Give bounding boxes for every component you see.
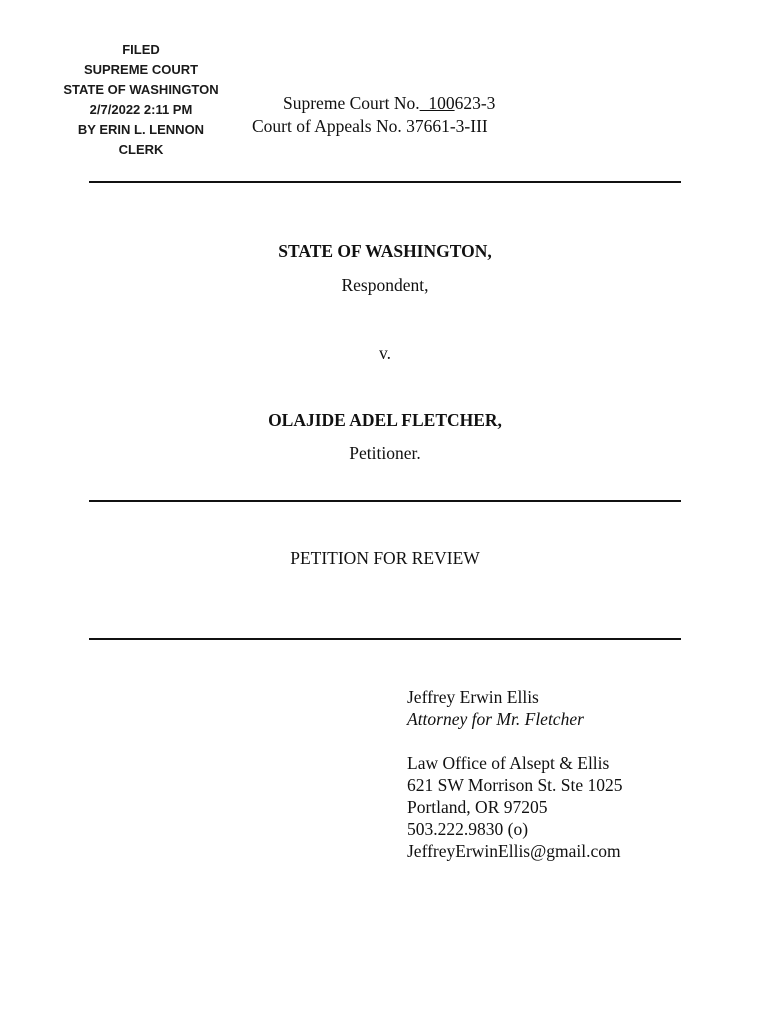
attorney-role: Attorney for Mr. Fletcher [407, 709, 584, 729]
petitioner-name: OLAJIDE ADEL FLETCHER, [268, 410, 502, 430]
supreme-court-number-underlined: 100 [419, 93, 455, 113]
phone-number: 503.222.9830 (o) [407, 819, 529, 839]
supreme-court-label: Supreme Court No. [283, 93, 420, 113]
respondent-role: Respondent, [341, 275, 429, 295]
attorney-name: Jeffrey Erwin Ellis [407, 687, 539, 707]
versus: v. [379, 343, 391, 363]
stamp-datetime: 2/7/2022 2:11 PM [89, 102, 193, 117]
case-numbers [252, 92, 495, 138]
city-state-zip: Portland, OR 97205 [407, 797, 548, 817]
email-address: JeffreyErwinEllis@gmail.com [407, 841, 621, 861]
divider-top [89, 181, 681, 183]
document-title: PETITION FOR REVIEW [290, 548, 480, 568]
supreme-court-number-rest: 623-3 [454, 93, 496, 113]
stamp-clerk-name: BY ERIN L. LENNON [77, 122, 205, 137]
respondent-name: STATE OF WASHINGTON, [278, 241, 492, 261]
law-firm: Law Office of Alsept & Ellis [407, 753, 610, 773]
stamp-state: STATE OF WASHINGTON [63, 82, 219, 97]
attorney-block [407, 686, 623, 862]
street-address: 621 SW Morrison St. Ste 1025 [407, 775, 623, 795]
divider-bottom [89, 638, 681, 640]
stamp-filed: FILED [122, 42, 160, 57]
filing-stamp [50, 40, 232, 160]
attorney-spacer [407, 730, 623, 752]
stamp-clerk-title: CLERK [118, 142, 164, 157]
petitioner-role: Petitioner. [349, 443, 421, 463]
stamp-court: SUPREME COURT [83, 62, 199, 77]
divider-middle [89, 500, 681, 502]
court-of-appeals-number: Court of Appeals No. 37661-3-III [252, 116, 488, 136]
supreme-court-number [252, 92, 495, 115]
